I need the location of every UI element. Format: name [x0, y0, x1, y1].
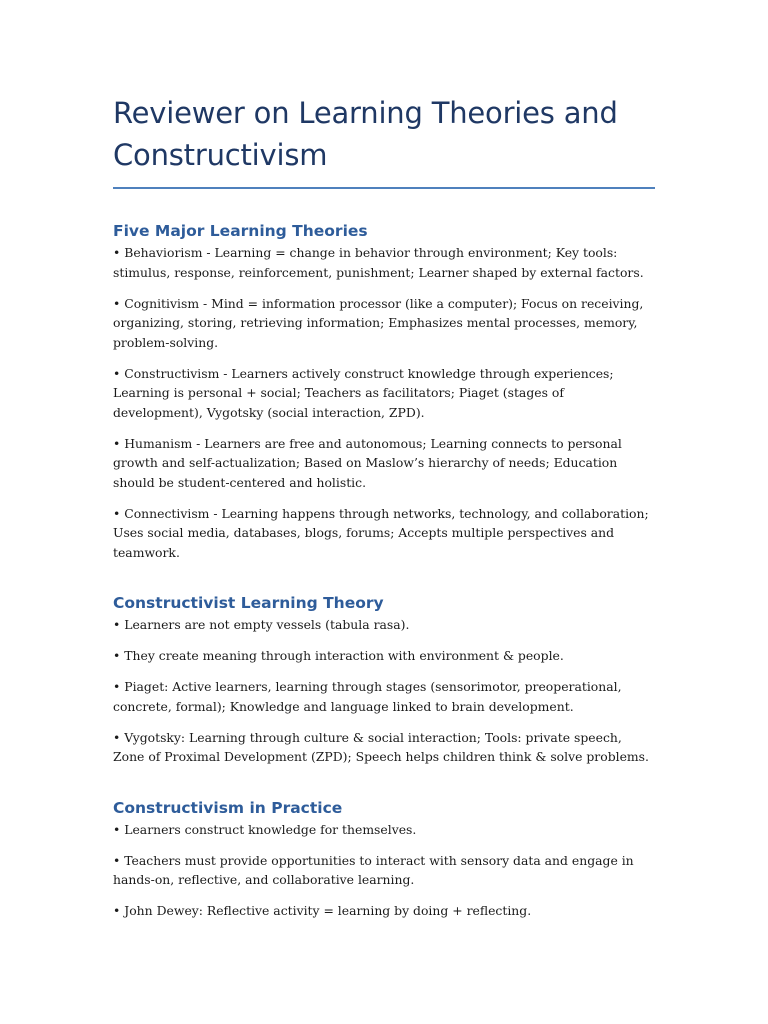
- document-page: [113, 92, 655, 921]
- bullet-list: [113, 243, 655, 562]
- list-item: • Learners are not empty vessels (tabula rasa).: [113, 617, 410, 632]
- section-five-major-learning-theories: [113, 221, 655, 562]
- list-item: • Cognitivism - Mind = information processor (like a computer); Focus on receiving, organizing, storing, retrieving information; Emphasizes mental processes, memory, problem-solving.: [113, 295, 644, 350]
- section-constructivism-in-practice: [113, 798, 655, 921]
- list-item: • Humanism - Learners are free and autonomous; Learning connects to personal growth and self-actualization; Based on Maslow’s hierarchy of needs; Education should be student-centered and holistic.: [113, 435, 622, 490]
- document-title: Reviewer on Learning Theories and Constructivism: [113, 96, 618, 172]
- list-item: • John Dewey: Reflective activity = learning by doing + reflecting.: [113, 903, 532, 918]
- list-item: • Teachers must provide opportunities to interact with sensory data and engage in hands-on, reflective, and collaborative learning.: [113, 852, 634, 887]
- list-item: • Vygotsky: Learning through culture & social interaction; Tools: private speech, Zone of Proximal Development (ZPD); Speech helps children think & solve problems.: [113, 729, 649, 764]
- list-item: • Connectivism - Learning happens through networks, technology, and collaboration; Uses social media, databases, blogs, forums; Accepts multiple perspectives and teamwork.: [113, 505, 649, 560]
- list-item: • Learners construct knowledge for themselves.: [113, 821, 417, 837]
- section-heading: Five Major Learning Theories: [113, 222, 368, 240]
- bullet-list: [113, 820, 655, 921]
- bullet-list: [113, 615, 655, 767]
- list-item: • Piaget: Active learners, learning through stages (sensorimotor, preoperational, concrete, formal); Knowledge and language linked to brain development.: [113, 679, 622, 714]
- title-divider: [113, 187, 655, 189]
- section-heading: Constructivist Learning Theory: [113, 594, 384, 612]
- section-constructivist-learning-theory: [113, 593, 655, 767]
- list-item: • Behaviorism - Learning = change in behavior through environment; Key tools: stimulus, response, reinforcement, punishment; Learner shaped by external factors.: [113, 245, 644, 280]
- section-heading: Constructivism in Practice: [113, 798, 343, 817]
- list-item: • They create meaning through interaction with environment & people.: [113, 648, 564, 663]
- list-item: • Constructivism - Learners actively construct knowledge through experiences; Learning is personal + social; Teachers as facilitators; Piaget (stages of development), Vygotsky (social interaction, ZPD).: [113, 365, 614, 420]
